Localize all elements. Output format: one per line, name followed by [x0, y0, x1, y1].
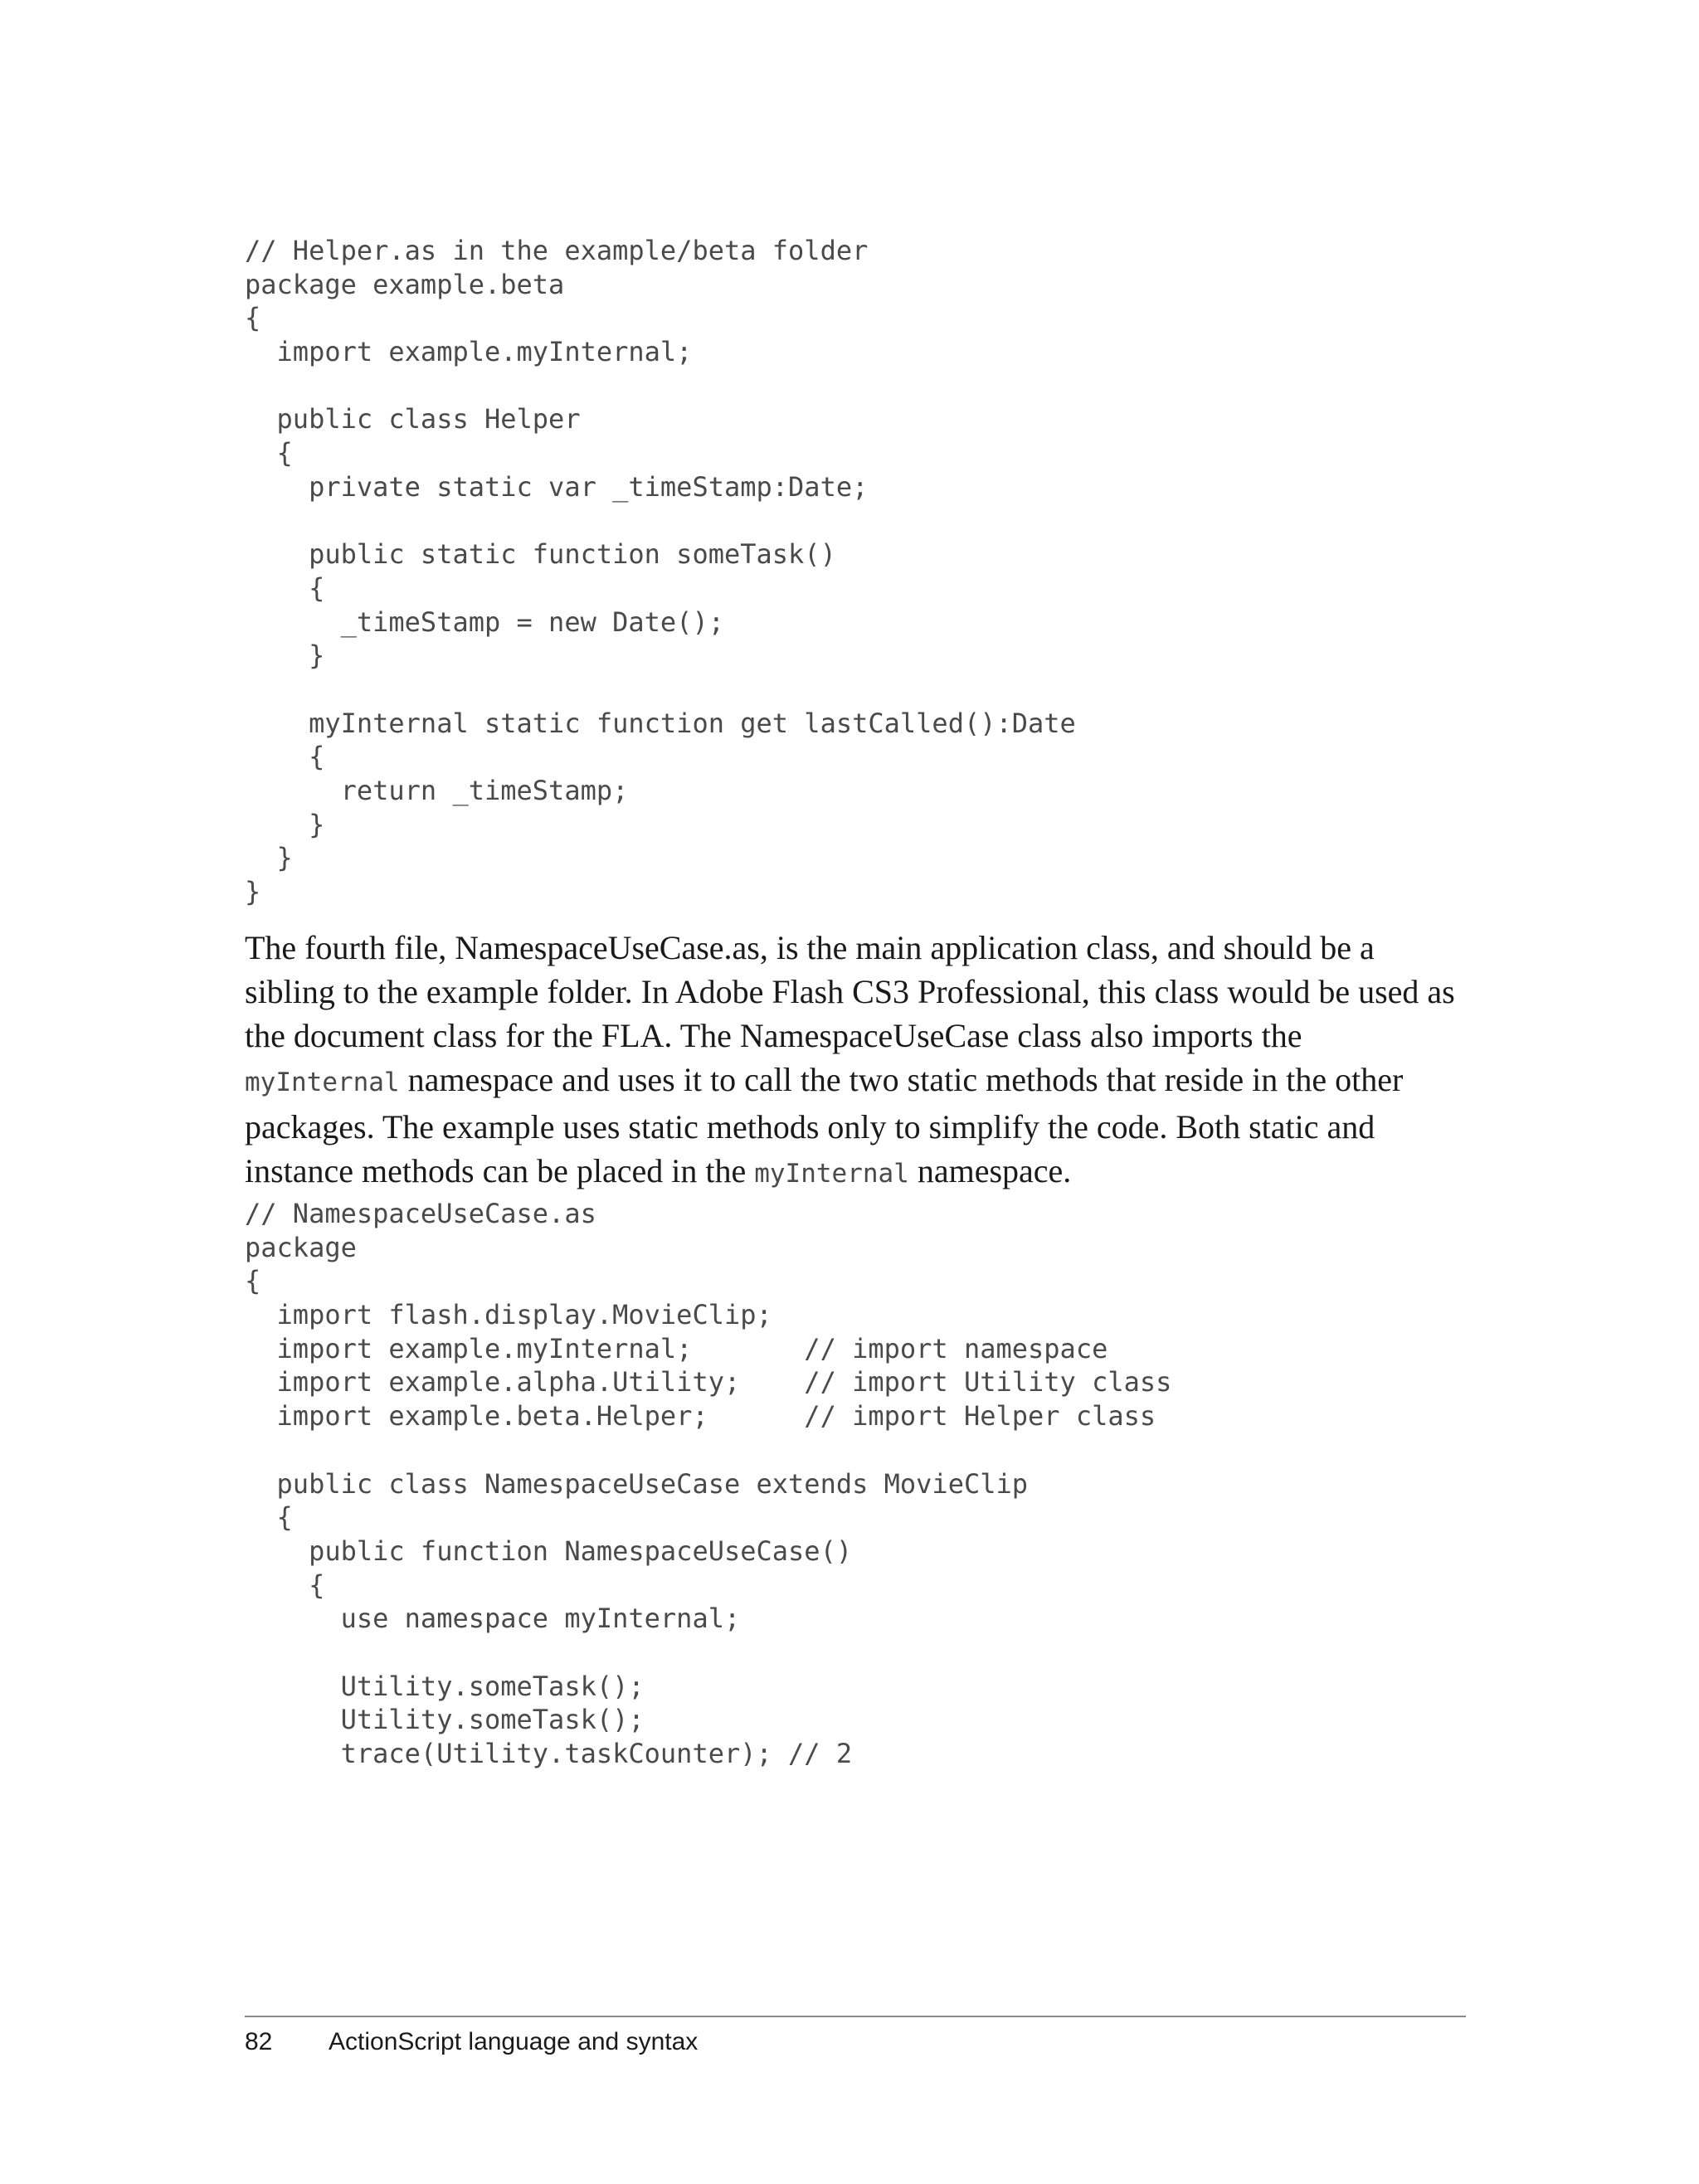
code-line: { [245, 1569, 325, 1601]
code-line: import example.myInternal; [245, 336, 693, 368]
code-line: import example.myInternal; // import namespace [245, 1332, 1108, 1364]
code-line: import flash.display.MovieClip; [245, 1299, 772, 1331]
code-line: { [245, 437, 293, 469]
inline-code: myInternal [754, 1159, 909, 1189]
code-line [245, 369, 1076, 403]
code-line: } [245, 876, 261, 908]
code-line: public static function someTask() [245, 538, 836, 571]
code-line [245, 673, 1076, 707]
code-line: private static var _timeStamp:Date; [245, 470, 869, 503]
page-footer [245, 2028, 698, 2056]
code-line: { [245, 572, 325, 604]
code-line: public function NamespaceUseCase() [245, 1535, 853, 1567]
code-line: myInternal static function get lastCalled():Date [245, 707, 1076, 739]
paragraph-text: namespace. [908, 1152, 1072, 1189]
code-line: } [245, 842, 293, 874]
code-line: package [245, 1231, 357, 1263]
code-line: use namespace myInternal; [245, 1603, 741, 1635]
code-block-helper [245, 234, 1076, 909]
body-paragraph [245, 926, 1464, 1196]
code-line [245, 504, 1076, 538]
code-line: { [245, 302, 261, 334]
paragraph-text: The fourth file, NamespaceUseCase.as, is the main application class, and should be a sibling to the example folder. In Adobe Flash CS3 Professional, this class would be used as the document class for the FLA. The NamespaceUseCase class also imports the [245, 929, 1455, 1054]
code-line: Utility.someTask(); [245, 1704, 645, 1736]
section-title: ActionScript language and syntax [329, 2028, 699, 2055]
code-line: public class Helper [245, 403, 581, 435]
code-line: } [245, 808, 325, 840]
paragraph-text: namespace and uses it to call the two static methods that reside in the other packages. The example uses static methods only to simplify the code. Both static and instance methods can be placed in the [245, 1061, 1404, 1189]
footer-divider [245, 2016, 1466, 2017]
code-line: { [245, 741, 325, 773]
code-line: return _timeStamp; [245, 775, 629, 806]
code-line: } [245, 640, 325, 672]
code-block-namespace-use-case [245, 1197, 1171, 1771]
code-line: import example.beta.Helper; // import Helper class [245, 1400, 1156, 1432]
code-line: // NamespaceUseCase.as [245, 1198, 596, 1229]
code-line: { [245, 1501, 293, 1534]
page-number: 82 [245, 2028, 273, 2055]
code-line: public class NamespaceUseCase extends MovieClip [245, 1467, 1029, 1500]
code-line [245, 1433, 1171, 1467]
code-line: trace(Utility.taskCounter); // 2 [245, 1738, 853, 1769]
code-line: import example.alpha.Utility; // import Utility class [245, 1366, 1172, 1398]
code-line [245, 1636, 1171, 1670]
code-line: // Helper.as in the example/beta folder [245, 235, 869, 266]
code-line: { [245, 1265, 261, 1297]
inline-code: myInternal [245, 1068, 400, 1097]
code-line: Utility.someTask(); [245, 1670, 645, 1702]
code-line: _timeStamp = new Date(); [245, 606, 724, 638]
code-line: package example.beta [245, 268, 565, 300]
